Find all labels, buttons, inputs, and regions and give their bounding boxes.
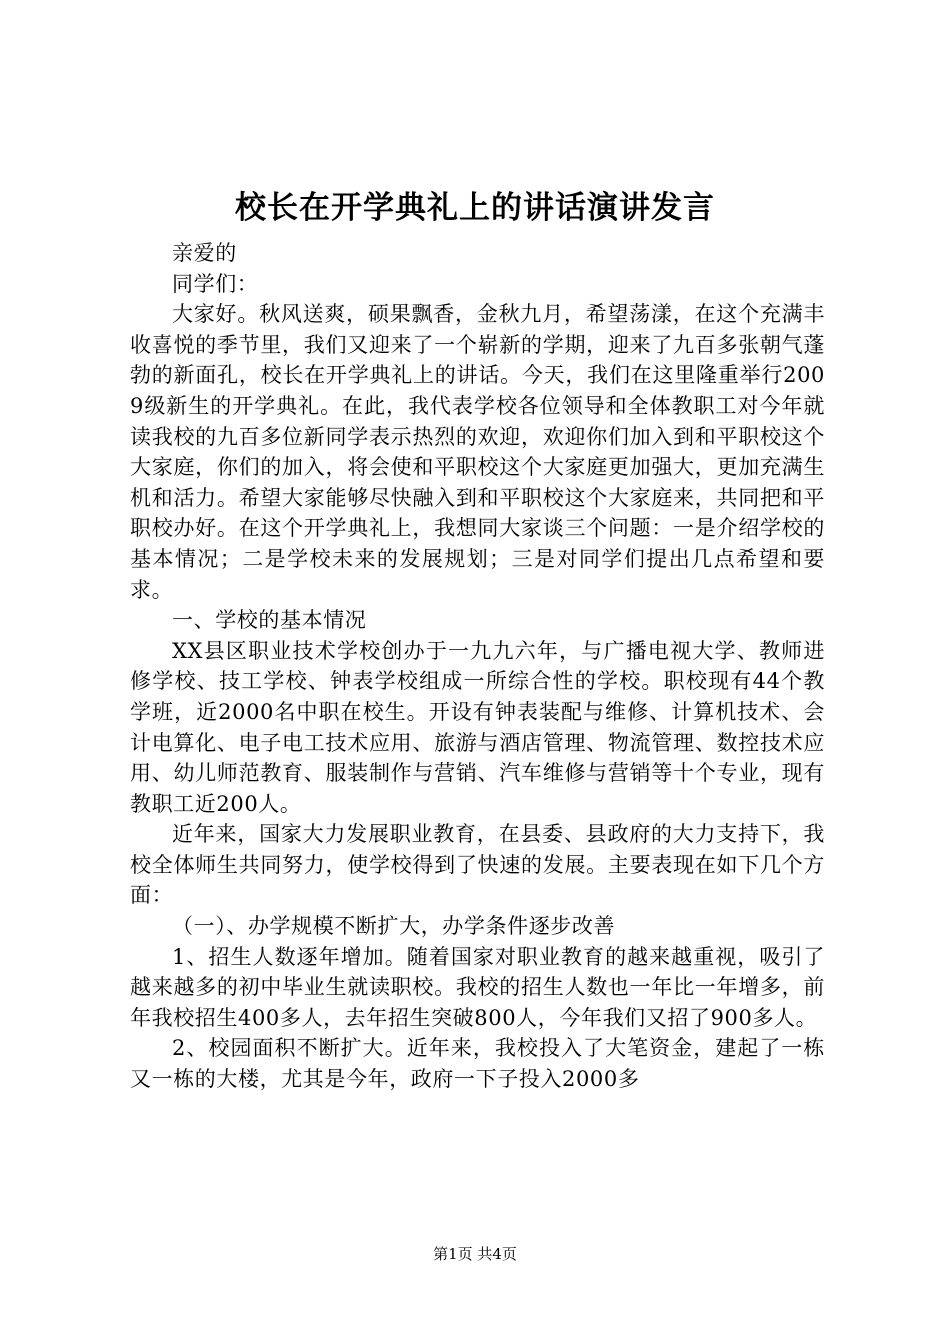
section-heading-basic-info: 一、学校的基本情况 — [172, 608, 367, 633]
paragraph-salutation-2: 同学们： — [172, 271, 259, 296]
document-title: 校长在开学典礼上的讲话演讲发言 — [235, 190, 715, 226]
paragraph-school-overview: XX县区职业技术学校创办于一九九六年，与广播电视大学、教师进修学校、技工学校、钟表学校组成一所综合性的学校。职校现有44个教学班，近2000名中职在校生。开设有钟表装配与维修、计算机技术、会计电算化、电子电工技术应用、旅游与酒店管理、物流管理、数控技术应用、幼儿师范教育、服装制作与营销、汽车维修与营销等十个专业，现有教职工近200人。 — [130, 638, 825, 816]
paragraph-intro: 大家好。秋风送爽，硕果飘香，金秋九月，希望荡漾，在这个充满丰收喜悦的季节里，我们又迎来了一个崭新的学期，迎来了九百多张朝气蓬勃的新面孔，校长在开学典礼上的讲话。今天，我们在这里隆重举行2009级新生的开学典礼。在此，我代表学校各位领导和全体教职工对今年就读我校的九百多位新同学表示热烈的欢迎，欢迎你们加入到和平职校这个大家庭，你们的加入，将会使和平职校这个大家庭更加强大，更加充满生机和活力。希望大家能够尽快融入到和平职校这个大家庭来，共同把和平职校办好。在这个开学典礼上，我想同大家谈三个问题：一是介绍学校的基本情况；二是学校未来的发展规划；三是对同学们提出几点希望和要求。 — [130, 302, 825, 602]
paragraph-development: 近年来，国家大力发展职业教育，在县委、县政府的大力支持下，我校全体师生共同努力，使学校得到了快速的发展。主要表现在如下几个方面： — [130, 822, 825, 908]
page-footer: 第1页 共4页 — [433, 1245, 517, 1263]
paragraph-enrollment: 1、招生人数逐年增加。随着国家对职业教育的越来越重视，吸引了越来越多的初中毕业生就读职校。我校的招生人数也一年比一年增多，前年我校招生400多人，去年招生突破800人，今年我们又招了900多人。 — [130, 944, 825, 1030]
paragraph-campus-area: 2、校园面积不断扩大。近年来，我校投入了大笔资金，建起了一栋又一栋的大楼，尤其是今年，政府一下子投入2000多 — [130, 1036, 825, 1092]
paragraph-salutation-1: 亲爱的 — [172, 241, 237, 265]
document-body — [130, 238, 825, 1095]
subsection-heading-scale: （一）、办学规模不断扩大，办学条件逐步改善 — [172, 914, 616, 939]
